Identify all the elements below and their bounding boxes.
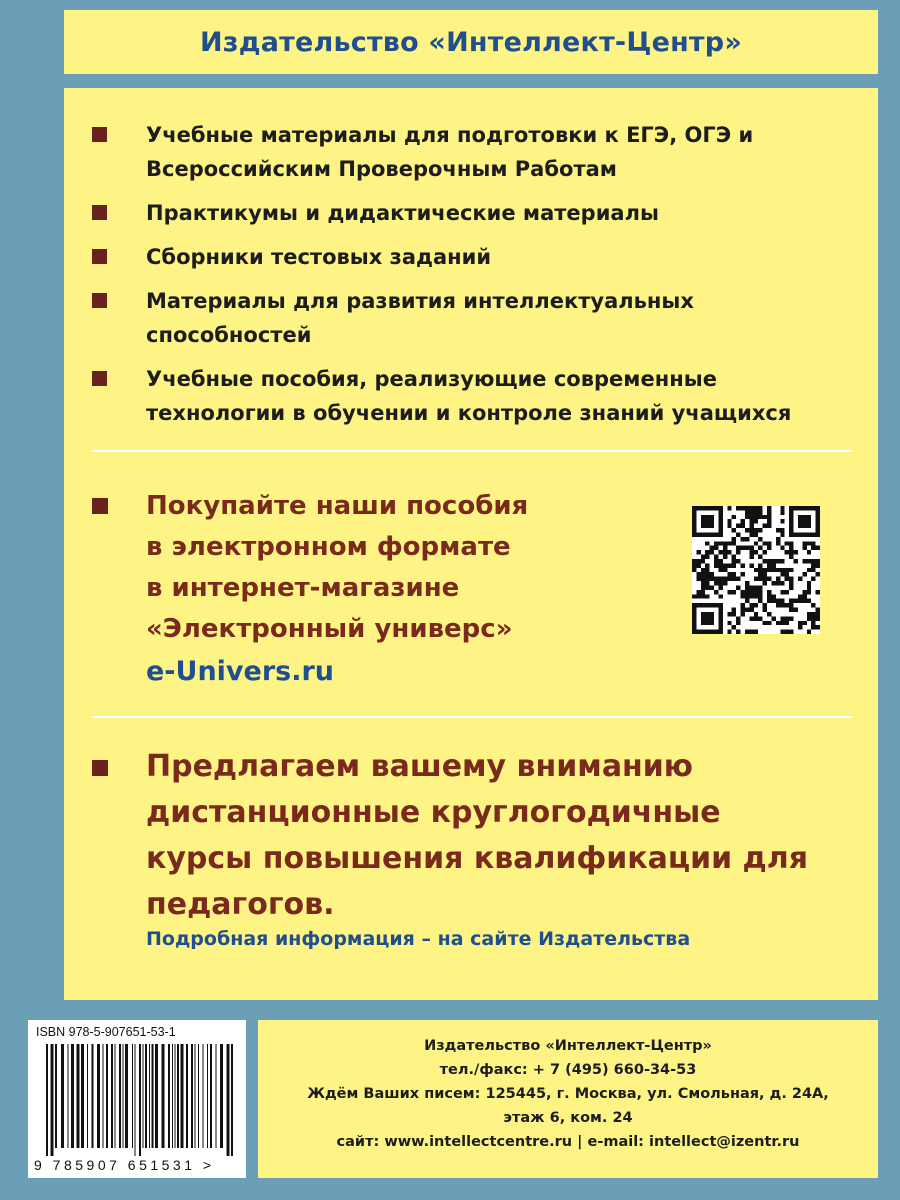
promo-line: в интернет-магазине	[146, 573, 460, 603]
divider	[92, 716, 852, 718]
list-item-line: Учебные пособия, реализующие современные	[146, 367, 717, 391]
courses-line: дистанционные круглогодичные	[146, 795, 721, 830]
courses-line: Предлагаем вашему вниманию	[146, 749, 693, 784]
list-item	[92, 240, 872, 274]
product-list	[92, 118, 872, 440]
header-panel	[64, 10, 878, 74]
barcode-icon	[42, 1044, 238, 1156]
bullet-square-icon	[92, 127, 107, 142]
bullet-square-icon	[92, 760, 108, 776]
bullet-square-icon	[92, 205, 107, 220]
list-item	[92, 362, 872, 430]
courses-line: курсы повышения квалификации для	[146, 841, 809, 876]
barcode-digits: 9 785907 651531 >	[34, 1157, 215, 1173]
courses-line: педагогов.	[146, 887, 335, 922]
courses-block	[92, 744, 872, 928]
contact-web-email[interactable]: сайт: www.intellectcentre.ru | e-mail: intellect@izentr.ru	[336, 1134, 800, 1150]
promo-line: «Электронный универс»	[146, 614, 513, 644]
list-item	[92, 196, 872, 230]
promo-block	[92, 486, 652, 694]
contact-address: Ждём Ваших писем: 125445, г. Москва, ул. Смольная, д. 24А,	[307, 1086, 829, 1102]
list-item-line: Всероссийским Проверочным Работам	[146, 157, 617, 181]
contact-panel	[258, 1020, 878, 1178]
list-item-line: технологии в обучении и контроле знаний учащихся	[146, 401, 792, 425]
contact-publisher: Издательство «Интеллект-Центр»	[424, 1038, 712, 1054]
list-item-line: Учебные материалы для подготовки к ЕГЭ, ОГЭ и	[146, 123, 754, 147]
list-item-line: способностей	[146, 323, 312, 347]
promo-line: Покупайте наши пособия	[146, 491, 529, 521]
bullet-square-icon	[92, 293, 107, 308]
bullet-square-icon	[92, 498, 108, 514]
list-item-line: Практикумы и дидактические материалы	[146, 201, 659, 225]
header-title: Издательство «Интеллект-Центр»	[200, 26, 742, 58]
isbn-label: ISBN 978-5-907651-53-1	[36, 1025, 176, 1039]
contact-phone: тел./факс: + 7 (495) 660-34-53	[439, 1062, 697, 1078]
list-item	[92, 118, 872, 186]
divider	[92, 450, 852, 452]
list-item-line: Сборники тестовых заданий	[146, 245, 492, 269]
contact-address-floor: этаж 6, ком. 24	[503, 1110, 633, 1126]
store-url-link[interactable]: e-Univers.ru	[146, 656, 335, 687]
more-info-text: Подробная информация – на сайте Издательства	[146, 928, 691, 950]
bullet-square-icon	[92, 371, 107, 386]
qr-code-icon[interactable]	[692, 506, 820, 634]
list-item-line: Материалы для развития интеллектуальных	[146, 289, 694, 313]
main-panel	[64, 88, 878, 1000]
list-item	[92, 284, 872, 352]
promo-line: в электронном формате	[146, 532, 511, 562]
isbn-box	[28, 1020, 246, 1178]
bullet-square-icon	[92, 249, 107, 264]
